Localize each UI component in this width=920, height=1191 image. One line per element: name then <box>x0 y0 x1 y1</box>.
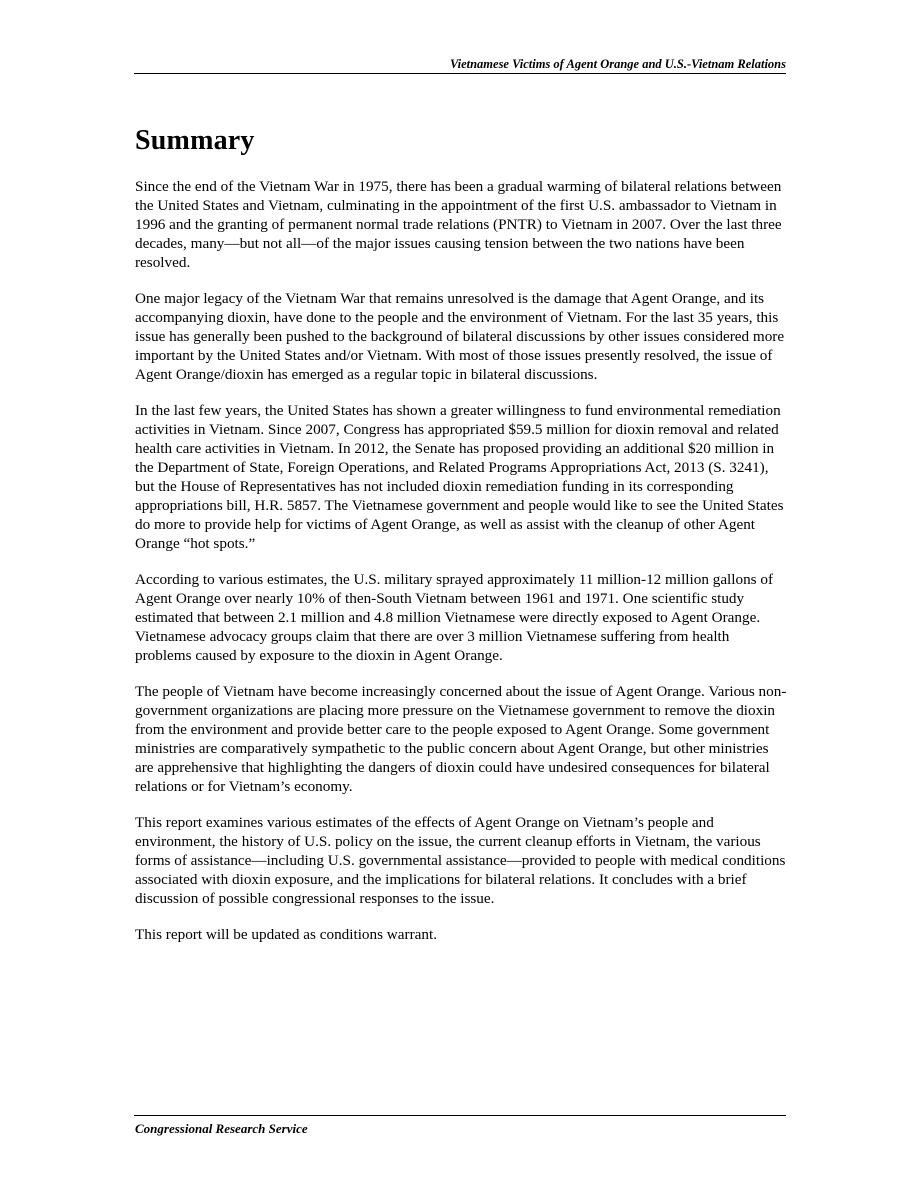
section-title: Summary <box>135 125 255 156</box>
summary-paragraph-2: One major legacy of the Vietnam War that remains unresolved is the damage that Agent Orange, and its accompanying dioxin, have done to the people and the environment of Vietnam. For the last 35 years, this issue has generally been pushed to the background of bilateral discussions by other issues considered more important by the United States and/or Vietnam. With most of those issues presently resolved, the issue of Agent Orange/dioxin has emerged as a regular topic in bilateral discussions. <box>135 290 785 383</box>
footer-organization: Congressional Research Service <box>135 1121 308 1136</box>
summary-paragraph-3: In the last few years, the United States has shown a greater willingness to fund environmental remediation activities in Vietnam. Since 2007, Congress has appropriated $59.5 million for dioxin removal and related health care activities in Vietnam. In 2012, the Senate has proposed providing an additional $20 million in the Department of State, Foreign Operations, and Related Programs Appropriations Act, 2013 (S. 3241), but the House of Representatives has not included dioxin remediation funding in its corresponding appropriations bill, H.R. 5857. The Vietnamese government and people would like to see the United States do more to provide help for victims of Agent Orange, as well as assist with the cleanup of other Agent Orange “hot spots.” <box>135 402 784 552</box>
header-divider <box>134 73 786 74</box>
summary-paragraph-4: According to various estimates, the U.S. military sprayed approximately 11 million-12 million gallons of Agent Orange over nearly 10% of then-South Vietnam between 1961 and 1971. One scientific study estimated that between 2.1 million and 4.8 million Vietnamese were directly exposed to Agent Orange. Vietnamese advocacy groups claim that there are over 3 million Vietnamese suffering from health problems caused by exposure to the dioxin in Agent Orange. <box>135 571 774 664</box>
summary-paragraph-7: This report will be updated as conditions warrant. <box>135 926 437 943</box>
summary-paragraph-6: This report examines various estimates of the effects of Agent Orange on Vietnam’s people and environment, the history of U.S. policy on the issue, the current cleanup efforts in Vietnam, the various forms of assistance—including U.S. governmental assistance—provided to people with medical conditions associated with dioxin exposure, and the implications for bilateral relations. It concludes with a brief discussion of possible congressional responses to the issue. <box>135 814 786 907</box>
summary-paragraph-1: Since the end of the Vietnam War in 1975, there has been a gradual warming of bilateral relations between the United States and Vietnam, culminating in the appointment of the first U.S. ambassador to Vietnam in 1996 and the granting of permanent normal trade relations (PNTR) to Vietnam in 2007. Over the last three decades, many—but not all—of the major issues causing tension between the two nations have been resolved. <box>135 178 782 271</box>
summary-paragraph-5: The people of Vietnam have become increasingly concerned about the issue of Agent Orange. Various non-government organizations are placing more pressure on the Vietnamese government to remove the dioxin from the environment and provide better care to the people exposed to Agent Orange. Some government ministries are comparatively sympathetic to the public concern about Agent Orange, but other ministries are apprehensive that highlighting the dangers of dioxin could have undesired consequences for bilateral relations or for Vietnam’s economy. <box>135 683 787 795</box>
footer-divider <box>134 1115 786 1116</box>
summary-body <box>135 177 787 961</box>
running-header-title: Vietnamese Victims of Agent Orange and U.S.-Vietnam Relations <box>449 57 786 71</box>
